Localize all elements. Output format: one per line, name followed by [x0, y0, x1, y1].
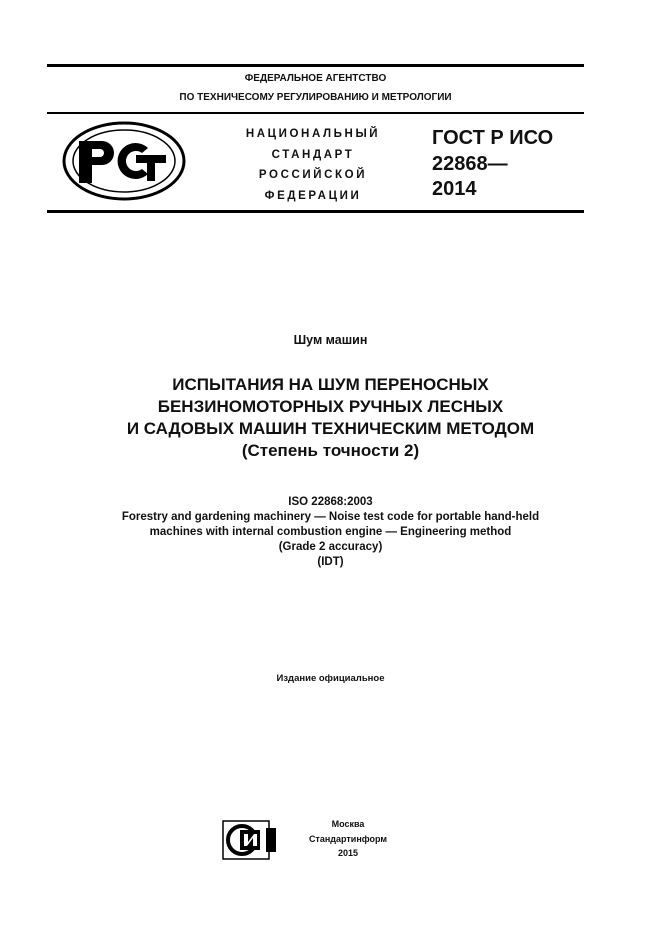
rst-logo	[62, 121, 186, 201]
document-subject: Шум машин	[293, 333, 368, 347]
title-line-4: (Степень точности 2)	[241, 441, 420, 460]
iso-title-line-1: Forestry and gardening machinery — Noise test code for portable hand-held	[121, 511, 540, 523]
imprint-city: Москва	[331, 819, 365, 829]
iso-reference	[0, 495, 661, 570]
imprint	[298, 817, 398, 861]
agency-line-2: ПО ТЕХНИЧЕСОМУ РЕГУЛИРОВАНИЮ И МЕТРОЛОГИИ	[179, 92, 452, 103]
standard-type-line-2: СТАНДАРТ	[271, 148, 355, 161]
designation-line-1: ГОСТ Р ИСО	[432, 127, 554, 149]
designation-line-2: 22868—	[432, 152, 508, 175]
title-line-1: ИСПЫТАНИЯ НА ШУМ ПЕРЕНОСНЫХ	[172, 375, 489, 394]
rst-logo-letters	[79, 141, 166, 183]
standard-type-line-3: РОССИЙСКОЙ	[258, 169, 368, 181]
designation-line-3: 2014	[432, 178, 477, 200]
standard-type-line-1: НАЦИОНАЛЬНЫЙ	[245, 128, 381, 140]
imprint-year: 2015	[337, 848, 359, 858]
imprint-publisher: Стандартинформ	[308, 833, 388, 844]
standard-type-line-4: ФЕДЕРАЦИИ	[264, 189, 362, 202]
bottom-rule	[47, 210, 584, 213]
iso-title-line-2: machines with internal combustion engine — Engineering method	[149, 526, 512, 538]
standard-type	[228, 124, 398, 206]
iso-title-line-3: (Grade 2 accuracy)	[278, 541, 383, 553]
header-rule	[47, 112, 584, 114]
title-line-3: И САДОВЫХ МАШИН ТЕХНИЧЕСКИМ МЕТОДОМ	[126, 419, 535, 438]
top-rule	[47, 64, 584, 67]
iso-code: ISO 22868:2003	[288, 496, 373, 508]
edition-note: Издание официальное	[276, 673, 385, 684]
standartinform-logo	[222, 820, 278, 860]
standard-designation	[432, 126, 582, 203]
title-line-2: БЕНЗИНОМОТОРНЫХ РУЧНЫХ ЛЕСНЫХ	[157, 397, 504, 416]
document-title	[0, 374, 661, 462]
agency-line-1: ФЕДЕРАЛЬНОЕ АГЕНТСТВО	[244, 73, 387, 84]
iso-equivalence: (IDT)	[317, 556, 344, 568]
